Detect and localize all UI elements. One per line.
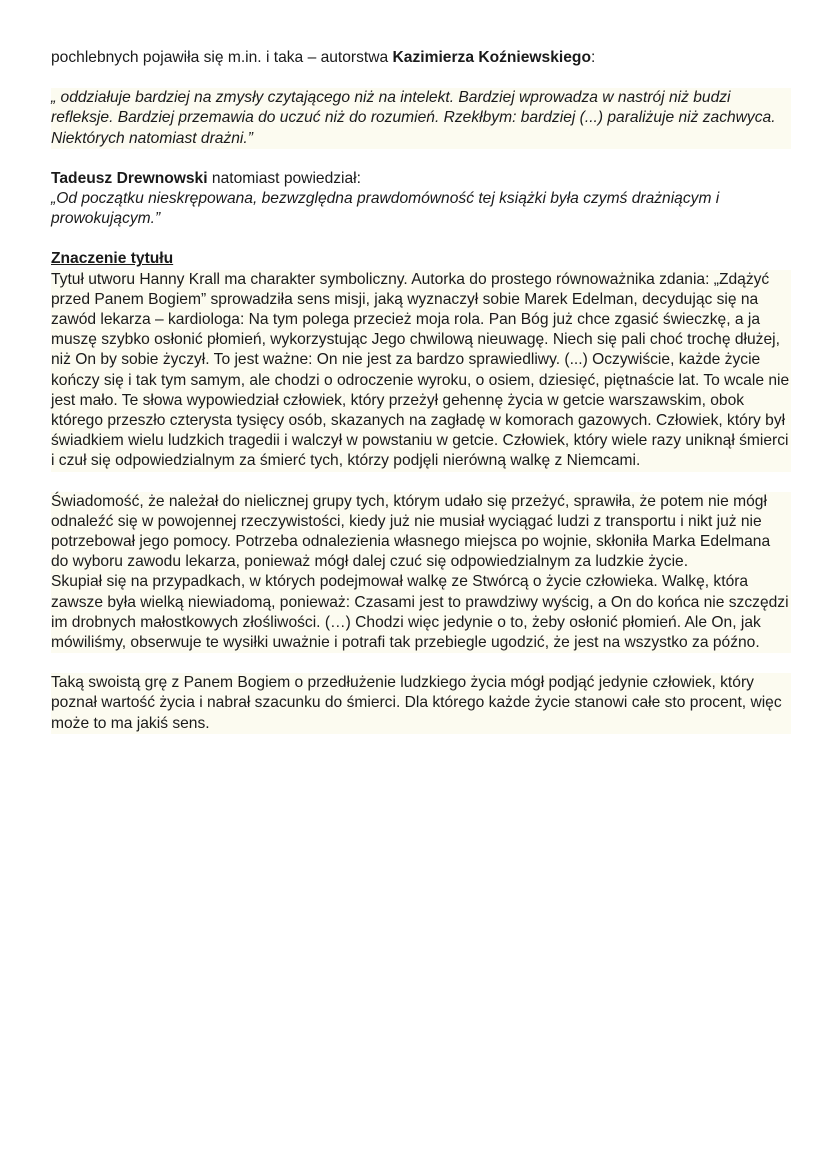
- intro-colon: :: [590, 49, 596, 66]
- spacer: [51, 149, 791, 169]
- paragraph-4: Taką swoistą grę z Panem Bogiem o przedłużenie ludzkiego życia mógł podjąć jedynie człowiek, który poznał wartość życia i nabrał szacunku do śmierci. Dla którego każde życie stanowi całe sto procent, więc może to ma jakiś sens.: [51, 673, 791, 734]
- quote-kozniewski: „ oddziałuje bardziej na zmysły czytającego niż na intelekt. Bardziej wprowadza w nastrój niż budzi refleksje. Bardziej przemawia do uczuć niż do rozumień. Rzekłbym: bardziej (...) paraliżuje niż zachwyca. Niektórych natomiast drażni.”: [51, 88, 791, 149]
- spacer: [51, 472, 791, 492]
- quote-drewnowski: „Od początku nieskrępowana, bezwzględna prawdomówność tej książki była czymś drażniącym i prowokującym.”: [51, 190, 720, 228]
- intro-text: pochlebnych pojawiła się m.in. i taka – autorstwa: [51, 49, 393, 66]
- paragraph-3: Skupiał się na przypadkach, w których podejmował walkę ze Stwórcą o życie człowieka. Walkę, która zawsze była wielką niewiadomą, ponieważ: Czasami jest to prawdziwy wyścig, a On do końca nie szczędzi im drobnych małostkowych złośliwości. (…) Chodzi więc jedynie o to, żeby osłonić płomień. Ale On, jak mówiliśmy, obserwuje te wysiłki uważnie i potrafi tak przebiegle ugodzić, że jest na wszystko za późno.: [51, 572, 791, 653]
- document-page: [51, 48, 791, 734]
- drewnowski-name: Tadeusz Drewnowski: [51, 169, 208, 187]
- section-heading: Znaczenie tytułu: [51, 250, 174, 268]
- paragraph-2: Świadomość, że należał do nielicznej grupy tych, którym udało się przeżyć, sprawiła, że potem nie mógł odnaleźć się w powojennej rzeczywistości, kiedy już nie musiał wyciągać ludzi z transportu i nikt już nie potrzebował jego pomocy. Potrzeba odnalezienia własnego miejsca po wojnie, skłoniła Marka Edelmana do wyboru zawodu lekarza, ponieważ mógł dalej czuć się odpowiedzialnym za ludzkie życie.: [51, 492, 791, 573]
- spacer: [51, 229, 791, 249]
- spacer: [51, 68, 791, 88]
- intro-line: [51, 48, 791, 68]
- drewnowski-line: [51, 169, 791, 189]
- spacer: [51, 653, 791, 673]
- paragraph-1: Tytuł utworu Hanny Krall ma charakter symboliczny. Autorka do prostego równoważnika zdania: „Zdążyć przed Panem Bogiem” sprowadziła sens misji, jaką wyznaczył sobie Marek Edelman, decydując się na zawód lekarza – kardiologa: Na tym polega przecież moja rola. Pan Bóg już chce zgasić świeczkę, a ja muszę szybko osłonić płomień, wykorzystując Jego chwilową nieuwagę. Niech się pali choć trochę dłużej, niż On by sobie życzył. To jest ważne: On nie jest za bardzo sprawiedliwy. (...) Oczywiście, każde życie kończy się i tak tym samym, ale chodzi o odroczenie wyroku, o osiem, dziesięć, piętnaście lat. To wcale nie jest mało. Te słowa wypowiedział człowiek, który przeżył gehennę życia w getcie warszawskim, obok którego przeszło czterysta tysięcy osób, skazanych na zagładę w komorach gazowych. Człowiek, który był świadkiem wielu ludzkich tragedii i walczył w powstaniu w getcie. Człowiek, który wiele razy uniknął śmierci i czuł się odpowiedzialnym za śmierć tych, którzy podjęli nierówną walkę z Niemcami.: [51, 270, 791, 472]
- intro-author: Kazimierza Koźniewskiego: [392, 49, 591, 66]
- drewnowski-text: natomiast powiedział:: [207, 169, 361, 187]
